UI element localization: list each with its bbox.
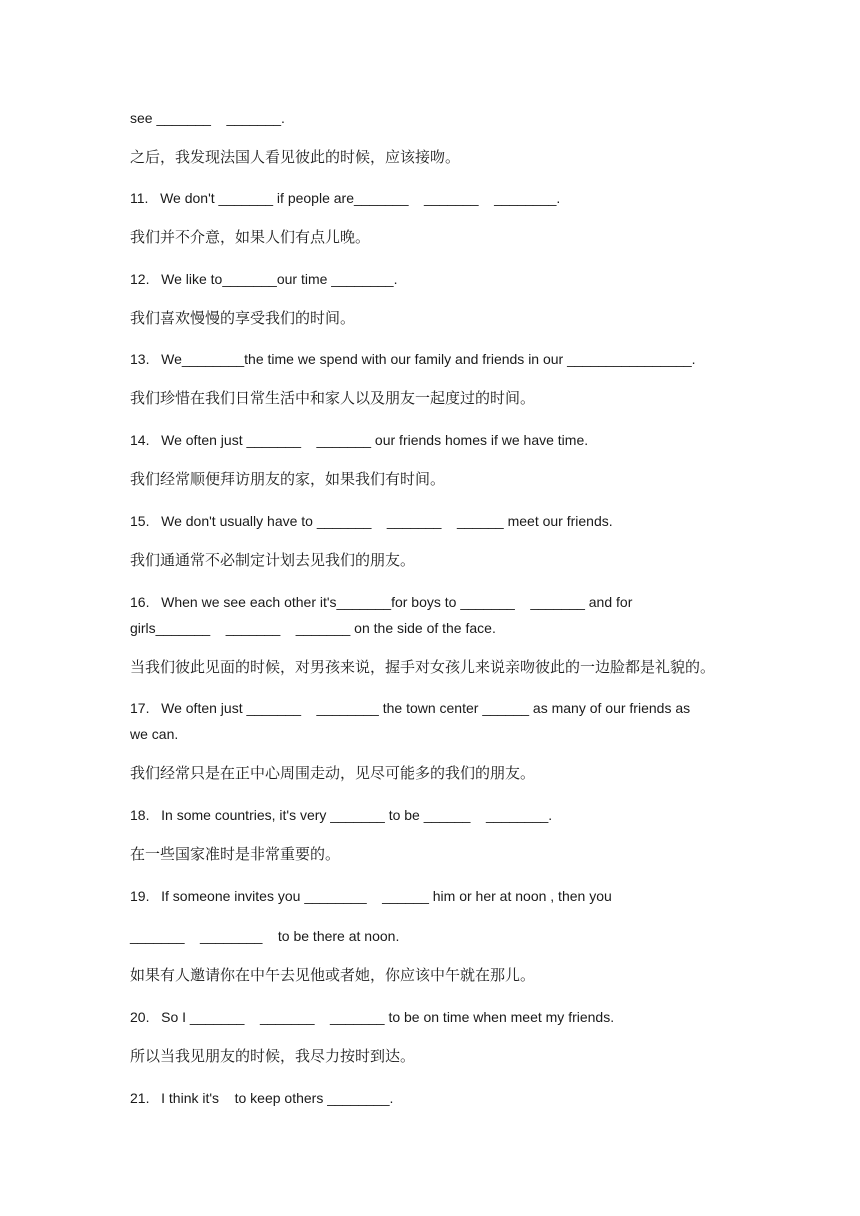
exercise-16-continued: girls_______ _______ _______ on the side of the face.: [130, 620, 496, 636]
exercise-20: 20. So I _______ _______ _______ to be on time when meet my friends.: [130, 1009, 615, 1025]
exercise-15: 15. We don't usually have to _______ _______ ______ meet our friends.: [130, 513, 613, 529]
exercise-21: 21. I think it's to keep others ________.: [130, 1090, 394, 1106]
exercise-11: 11. We don't _______ if people are_______ _______ ________.: [130, 190, 561, 206]
translation-line: 我们通通常不必制定计划去见我们的朋友。: [130, 551, 416, 569]
exercise-17: 17. We often just _______ ________ the town center ______ as many of our friends as: [130, 700, 691, 716]
translation-line: 所以当我见朋友的时候，我尽力按时到达。: [130, 1047, 416, 1065]
exercise-19-continued: _______ ________ to be there at noon.: [130, 928, 400, 944]
translation-line: 我们经常顺便拜访朋友的家，如果我们有时间。: [130, 470, 446, 488]
exercise-14: 14. We often just _______ _______ our friends homes if we have time.: [130, 432, 589, 448]
exercise-16: 16. When we see each other it's_______for boys to _______ _______ and for: [130, 594, 633, 610]
translation-line: 我们经常只是在正中心周围走动，见尽可能多的我们的朋友。: [130, 764, 536, 782]
exercise-17-continued: we can.: [130, 726, 179, 742]
translation-line: 如果有人邀请你在中午去见他或者她，你应该中午就在那儿。: [130, 966, 536, 984]
translation-line: 我们珍惜在我们日常生活中和家人以及朋友一起度过的时间。: [130, 389, 536, 407]
exercise-13: 13. We________the time we spend with our family and friends in our ________________.: [130, 351, 696, 367]
exercise-19: 19. If someone invites you ________ ______ him or her at noon , then you: [130, 888, 612, 904]
translation-line: 当我们彼此见面的时候，对男孩来说，握手对女孩儿来说亲吻彼此的一边脸都是礼貌的。: [130, 658, 716, 676]
translation-line: 我们并不介意，如果人们有点儿晚。: [130, 228, 371, 246]
translation-line: 我们喜欢慢慢的享受我们的时间。: [130, 309, 356, 327]
exercise-12: 12. We like to_______our time ________.: [130, 271, 398, 287]
translation-line: 在一些国家准时是非常重要的。: [130, 845, 341, 863]
translation-line: 之后，我发现法国人看见彼此的时候，应该接吻。: [130, 148, 461, 166]
exercise-18: 18. In some countries, it's very _______ to be ______ ________.: [130, 807, 553, 823]
exercise-line: see _______ _______.: [130, 110, 285, 126]
